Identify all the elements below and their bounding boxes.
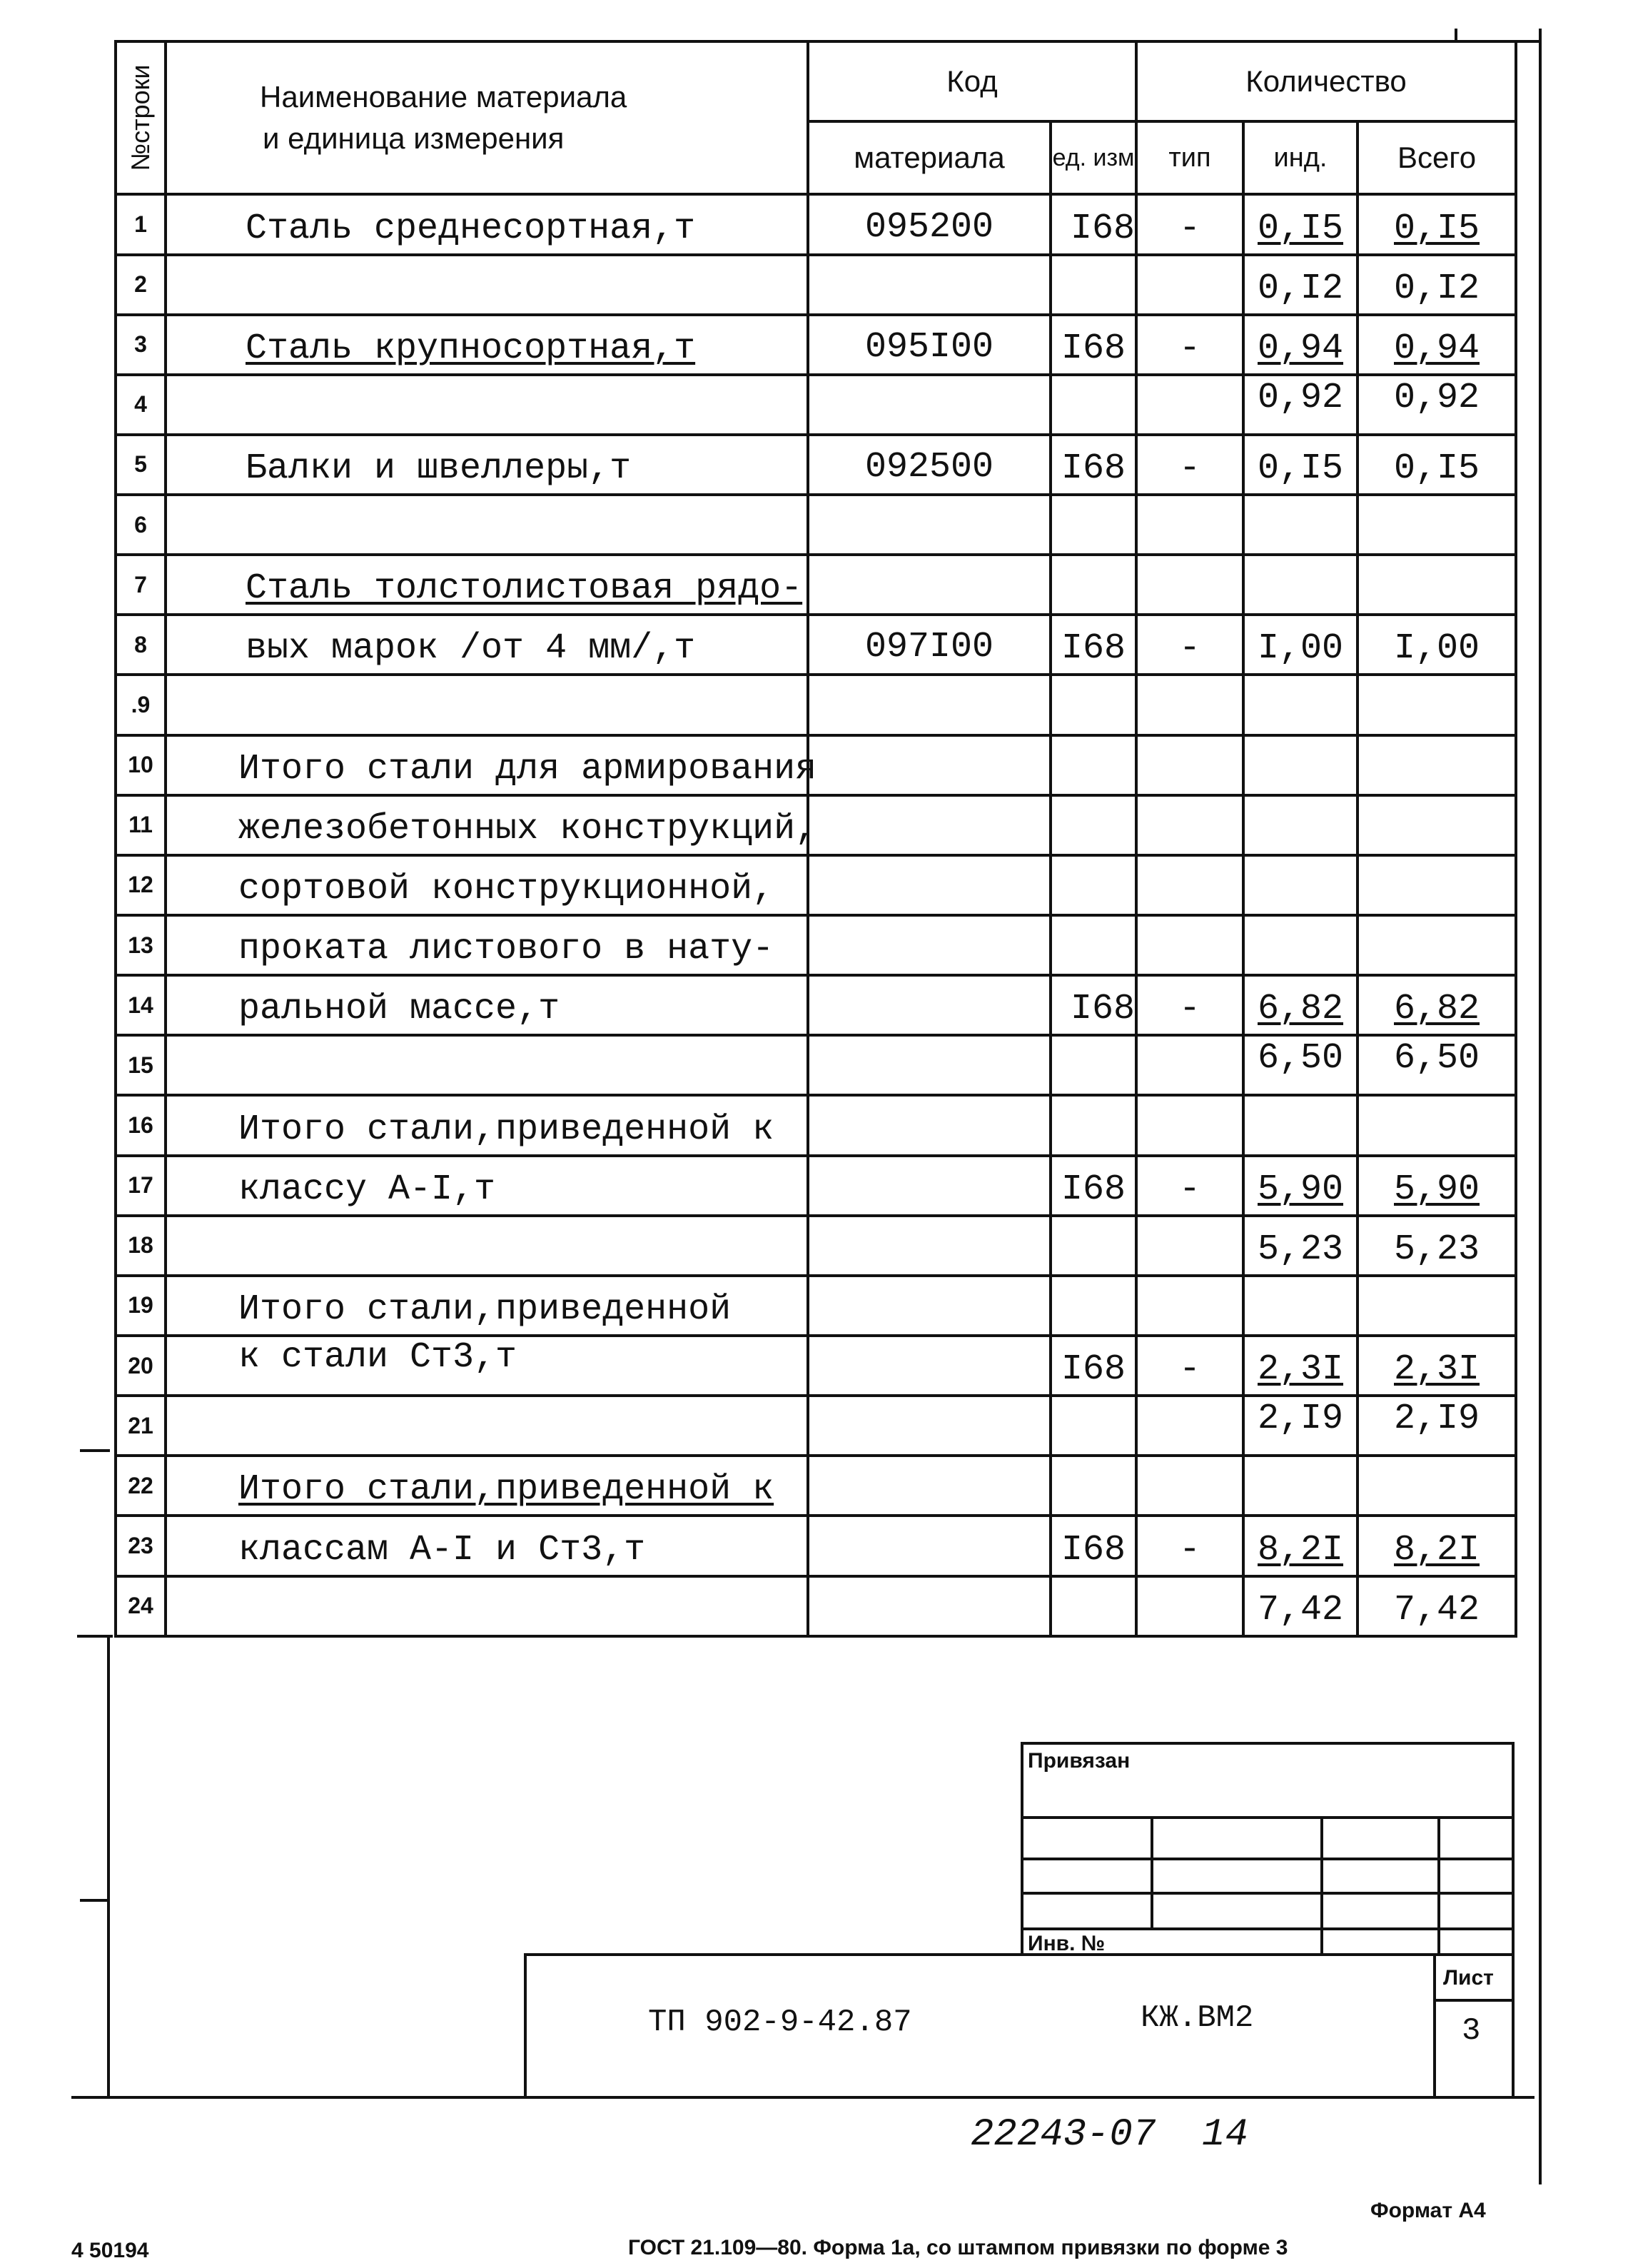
qty-ind [1243,315,1357,375]
material-code [808,675,1051,735]
qty-ind: 0,I5 [1243,435,1357,495]
row-number: 5 [116,435,166,495]
material-name [166,255,808,315]
qty-ind [1243,855,1357,915]
frame-left-tick-2 [77,1635,113,1638]
table-row [116,315,1516,375]
material-name: Балки и швеллеры,т [166,435,808,495]
material-code [808,915,1051,975]
qty-total [1357,915,1516,975]
qty-type [1136,495,1243,555]
qty-type: - [1136,1516,1243,1576]
row-number: 16 [116,1095,166,1155]
unit-code: I68 [1051,194,1136,254]
row-number: 3 [116,315,166,375]
table-row [116,675,1516,735]
material-code: 092500 [808,435,1051,495]
material-name: ральной массе,т [166,975,808,1035]
frame-left-tick-4 [71,2096,110,2099]
table-row [116,435,1516,495]
qty-ind [1243,194,1357,254]
row-number: 14 [116,975,166,1035]
frame-top-right-tick [1515,40,1542,43]
qty-total: 6,50 [1357,1035,1516,1095]
header-row-number [116,41,166,194]
material-name [166,1035,808,1095]
qty-ind-value: 2,3I [1258,1349,1344,1391]
qty-total: 7,42 [1357,1576,1516,1636]
qty-total-value: 6,82 [1394,989,1480,1030]
material-code: 097I00 [808,615,1051,675]
frame-right-line [1539,29,1542,2184]
left-code-label: 4 50194 [71,2239,149,2262]
qty-ind [1243,495,1357,555]
material-name [166,1216,808,1276]
sheet-divider-v [1433,1953,1436,2099]
unit-code [1051,1035,1136,1095]
material-code [808,1396,1051,1456]
table-row [116,1095,1516,1155]
unit-code [1051,675,1136,735]
material-name [166,315,808,375]
qty-total-value: 8,2I [1394,1529,1480,1571]
header-quantity: Количество [1136,41,1516,121]
qty-type [1136,255,1243,315]
row-number: 23 [116,1516,166,1576]
qty-ind [1243,1156,1357,1216]
row-number: 18 [116,1216,166,1276]
qty-type: - [1136,194,1243,254]
material-code [808,1156,1051,1216]
table-row [116,1456,1516,1516]
qty-type [1136,855,1243,915]
material-name [166,495,808,555]
qty-total: 5,23 [1357,1216,1516,1276]
qty-type: - [1136,1336,1243,1396]
qty-total-value: 5,90 [1394,1169,1480,1210]
header-material-unit-label: и единица измерения [263,121,565,156]
row-number: 15 [116,1035,166,1095]
material-code [808,1576,1051,1636]
material-name [166,555,808,615]
row-number: 22 [116,1456,166,1516]
material-code [808,735,1051,795]
unit-code: I68 [1051,1516,1136,1576]
material-name [166,375,808,435]
table-row [116,255,1516,315]
header-material-name-label: Наименование материала [260,80,627,114]
table-row [116,1276,1516,1336]
material-name [166,1576,808,1636]
row-number: 4 [116,375,166,435]
qty-type [1136,735,1243,795]
qty-ind [1243,975,1357,1035]
header-row-number-label: №строки [126,64,155,171]
unit-code: I68 [1051,615,1136,675]
qty-type: - [1136,975,1243,1035]
material-code [808,1035,1051,1095]
qty-ind [1243,1276,1357,1336]
qty-total [1357,1336,1516,1396]
attach-grid-h4 [1021,1927,1515,1930]
qty-ind [1243,1516,1357,1576]
qty-ind [1243,915,1357,975]
table-row [116,855,1516,915]
qty-total [1357,1156,1516,1216]
table-row [116,1336,1516,1396]
qty-total [1357,1095,1516,1155]
qty-total [1357,315,1516,375]
qty-total: 0,92 [1357,375,1516,435]
qty-total: I,00 [1357,615,1516,675]
qty-ind [1243,735,1357,795]
attachment-block [1021,1742,1515,1956]
qty-ind-value: 0,94 [1258,328,1344,369]
material-name [166,1456,808,1516]
header-qty-type: тип [1136,121,1243,194]
table-row [116,735,1516,795]
material-code [808,555,1051,615]
table-row [116,1396,1516,1456]
document-code: ТП 902-9-42.87 [648,2005,912,2040]
row-number: 6 [116,495,166,555]
row-number: 21 [116,1396,166,1456]
table-row [116,975,1516,1035]
qty-ind: 0,92 [1243,375,1357,435]
row-number: 7 [116,555,166,615]
qty-type: - [1136,615,1243,675]
header-code: Код [808,41,1136,121]
table-row [116,1576,1516,1636]
qty-ind-value: 5,90 [1258,1169,1344,1210]
attach-grid-v2 [1320,1816,1323,1956]
material-name: Сталь среднесортная,т [166,194,808,254]
qty-ind-value: 0,I5 [1258,208,1344,249]
document-mark: КЖ.ВМ2 [1141,2000,1254,2036]
attach-grid-h1 [1021,1816,1515,1819]
title-block [524,1953,1515,2099]
qty-ind: 0,I2 [1243,255,1357,315]
material-code [808,975,1051,1035]
header-qty-ind: инд. [1243,121,1357,194]
gost-label: ГОСТ 21.109—80. Форма 1а, со штампом привязки по форме 3 [628,2236,1288,2259]
qty-type [1136,555,1243,615]
table-row [116,795,1516,855]
table-row [116,615,1516,675]
row-number: 13 [116,915,166,975]
row-number: 2 [116,255,166,315]
material-code [808,495,1051,555]
material-code: 095200 [808,194,1051,254]
row-number: 20 [116,1336,166,1396]
qty-type [1136,1216,1243,1276]
qty-type [1136,375,1243,435]
material-code [808,1276,1051,1336]
qty-total [1357,1516,1516,1576]
qty-type: - [1136,1156,1243,1216]
qty-total-value: 0,94 [1394,328,1480,369]
qty-type [1136,1456,1243,1516]
material-name [166,675,808,735]
material-code: 095I00 [808,315,1051,375]
qty-ind-value: 6,82 [1258,989,1344,1030]
qty-ind: 6,50 [1243,1035,1357,1095]
row-number: .9 [116,675,166,735]
qty-ind-value: 8,2I [1258,1529,1344,1571]
unit-code [1051,555,1136,615]
material-code [808,1336,1051,1396]
frame-left-tick-1 [80,1449,110,1452]
material-code [808,1095,1051,1155]
table-row [116,375,1516,435]
sheet-number: 3 [1462,2013,1481,2049]
material-name-text: Итого стали,приведенной к [238,1469,774,1511]
attached-label: Привязан [1028,1749,1131,1773]
row-number: 1 [116,194,166,254]
row-number: 11 [116,795,166,855]
unit-code [1051,1095,1136,1155]
table-row [116,1156,1516,1216]
qty-type [1136,1576,1243,1636]
material-code [808,795,1051,855]
unit-code [1051,1456,1136,1516]
material-name-text: Сталь толстолистовая рядо- [246,568,803,610]
material-name: сортовой конструкционной, [166,855,808,915]
material-code [808,255,1051,315]
material-name: Итого стали,приведенной [166,1276,808,1336]
header-code-material: материала [808,121,1051,194]
material-name: вых марок /от 4 мм/,т [166,615,808,675]
unit-code: I68 [1051,1156,1136,1216]
table-row [116,915,1516,975]
attach-grid-v3 [1437,1816,1440,1956]
handwritten-number: 22243-07 14 [971,2113,1248,2157]
qty-type [1136,795,1243,855]
material-name: классам А-I и Ст3,т [166,1516,808,1576]
qty-total [1357,1276,1516,1336]
material-name: железобетонных конструкций, [166,795,808,855]
unit-code [1051,1276,1136,1336]
qty-total [1357,495,1516,555]
unit-code: I68 [1051,1336,1136,1396]
material-name [166,1396,808,1456]
row-number: 19 [116,1276,166,1336]
qty-ind [1243,795,1357,855]
qty-total [1357,194,1516,254]
unit-code [1051,255,1136,315]
material-name: Итого стали для армирования [166,735,808,795]
qty-total: 0,I2 [1357,255,1516,315]
qty-total [1357,675,1516,735]
header-material-name [166,41,808,194]
attach-grid-v1 [1151,1816,1153,1930]
material-name-text: Сталь крупносортная,т [246,328,696,369]
frame-left-line [107,1635,110,2099]
unit-code [1051,735,1136,795]
qty-ind [1243,1336,1357,1396]
header-code-unit: ед. изм [1051,121,1136,194]
row-number: 24 [116,1576,166,1636]
sheet-divider-h [1433,1999,1515,2002]
specification-table [114,40,1517,1638]
table-row [116,1035,1516,1095]
qty-total: 2,I9 [1357,1396,1516,1456]
qty-total [1357,975,1516,1035]
unit-code [1051,1576,1136,1636]
unit-code [1051,795,1136,855]
qty-total [1357,555,1516,615]
qty-type [1136,1095,1243,1155]
unit-code: I68 [1051,435,1136,495]
material-code [808,1216,1051,1276]
row-number: 17 [116,1156,166,1216]
qty-ind: I,00 [1243,615,1357,675]
qty-ind [1243,555,1357,615]
unit-code [1051,1216,1136,1276]
qty-type [1136,1396,1243,1456]
unit-code [1051,375,1136,435]
unit-code [1051,1396,1136,1456]
material-name: классу А-I,т [166,1156,808,1216]
qty-total [1357,735,1516,795]
qty-total [1357,855,1516,915]
qty-ind: 2,I9 [1243,1396,1357,1456]
format-label: Формат А4 [1370,2199,1486,2222]
unit-code [1051,855,1136,915]
qty-type [1136,915,1243,975]
table-row [116,194,1516,254]
header-qty-total: Всего [1357,121,1516,194]
material-code [808,375,1051,435]
qty-total [1357,795,1516,855]
row-number: 10 [116,735,166,795]
qty-type [1136,1276,1243,1336]
material-name: к стали Ст3,т [166,1336,808,1396]
material-code [808,1516,1051,1576]
qty-type [1136,675,1243,735]
attach-grid-h2 [1021,1858,1515,1860]
qty-total-value: 0,I5 [1394,208,1480,249]
material-name: Итого стали,приведенной к [166,1095,808,1155]
material-name: проката листового в нату- [166,915,808,975]
table-row [116,495,1516,555]
table-row [116,555,1516,615]
row-number: 12 [116,855,166,915]
qty-total-value: 2,3I [1394,1349,1480,1391]
unit-code: I68 [1051,975,1136,1035]
inventory-label: Инв. № [1028,1932,1106,1955]
qty-ind: 7,42 [1243,1576,1357,1636]
row-number: 8 [116,615,166,675]
material-code [808,855,1051,915]
table-row [116,1216,1516,1276]
table-row [116,1516,1516,1576]
frame-left-tick-3 [80,1899,110,1902]
unit-code [1051,495,1136,555]
qty-ind [1243,1095,1357,1155]
sheet-label: Лист [1443,1966,1494,1990]
qty-type: - [1136,315,1243,375]
unit-code [1051,915,1136,975]
qty-ind [1243,1456,1357,1516]
qty-total [1357,1456,1516,1516]
qty-type [1136,1035,1243,1095]
qty-total: 0,I5 [1357,435,1516,495]
qty-type: - [1136,435,1243,495]
material-code [808,1456,1051,1516]
qty-ind [1243,675,1357,735]
attach-grid-h3 [1021,1892,1515,1895]
qty-ind: 5,23 [1243,1216,1357,1276]
unit-code: I68 [1051,315,1136,375]
